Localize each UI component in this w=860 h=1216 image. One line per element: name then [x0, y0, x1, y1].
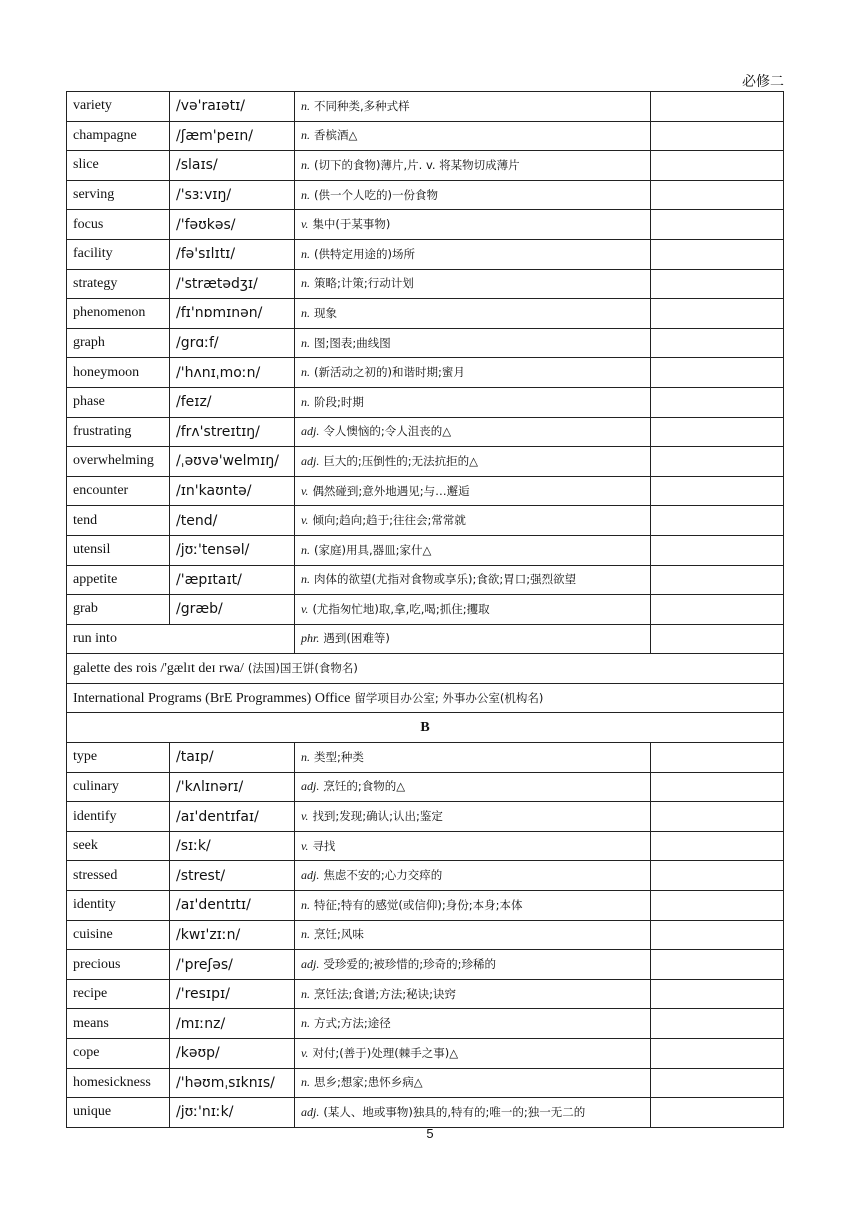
notes-cell	[651, 802, 784, 832]
notes-cell	[651, 299, 784, 329]
definition-text: 偶然碰到;意外地遇见;与…邂逅	[312, 483, 470, 498]
definition-cell	[295, 743, 651, 773]
word-cell: phenomenon	[67, 299, 170, 329]
vocab-row	[67, 831, 784, 861]
phonetic-cell: /tend/	[170, 506, 295, 536]
phonetic-cell: /fɪ'nɒmɪnən/	[170, 299, 295, 329]
word-cell: stressed	[67, 861, 170, 891]
word-cell: seek	[67, 831, 170, 861]
vocab-row	[67, 979, 784, 1009]
vocab-row	[67, 506, 784, 536]
definition-text: 焦虑不安的;心力交瘁的	[323, 868, 443, 883]
phrase-row	[67, 624, 784, 654]
part-of-speech: n.	[301, 246, 310, 261]
notes-cell	[651, 1039, 784, 1069]
part-of-speech: n.	[301, 572, 310, 587]
section-header-row	[67, 713, 784, 743]
vocab-row	[67, 861, 784, 891]
notes-cell	[651, 387, 784, 417]
definition-cell	[295, 831, 651, 861]
definition-cell	[295, 950, 651, 980]
definition-text: 烹饪的;食物的△	[323, 779, 406, 794]
word-cell: champagne	[67, 121, 170, 151]
notes-cell	[651, 624, 784, 654]
vocab-row	[67, 121, 784, 151]
phonetic-cell: /'kʌlɪnərɪ/	[170, 772, 295, 802]
vocab-row	[67, 1068, 784, 1098]
phonetic-cell: /grɑːf/	[170, 328, 295, 358]
vocab-row	[67, 535, 784, 565]
part-of-speech: n.	[301, 335, 310, 350]
definition-text: 方式;方法;途径	[314, 1016, 391, 1031]
notes-cell	[651, 151, 784, 181]
part-of-speech: n.	[301, 365, 310, 380]
part-of-speech: n.	[301, 1016, 310, 1031]
vocab-row	[67, 269, 784, 299]
definition-text: 寻找	[312, 838, 336, 853]
part-of-speech: n.	[301, 986, 310, 1001]
part-of-speech: n.	[301, 1075, 310, 1090]
definition-text: 对付;(善于)处理(棘手之事)△	[312, 1045, 459, 1060]
word-cell: identity	[67, 891, 170, 921]
word-cell: graph	[67, 328, 170, 358]
vocab-row	[67, 1039, 784, 1069]
phonetic-cell: /ɪn'kaʊntə/	[170, 476, 295, 506]
notes-cell	[651, 950, 784, 980]
definition-cell	[295, 1039, 651, 1069]
word-cell: tend	[67, 506, 170, 536]
vocab-row	[67, 476, 784, 506]
part-of-speech: adj.	[301, 957, 320, 972]
phonetic-cell: /kəʊp/	[170, 1039, 295, 1069]
word-cell: frustrating	[67, 417, 170, 447]
part-of-speech: n.	[301, 749, 310, 764]
notes-cell	[651, 831, 784, 861]
definition-cell	[295, 121, 651, 151]
vocab-row	[67, 299, 784, 329]
vocab-row	[67, 891, 784, 921]
vocab-row	[67, 210, 784, 240]
phonetic-cell: /'sɜːvɪŋ/	[170, 180, 295, 210]
notes-cell	[651, 1068, 784, 1098]
word-cell: grab	[67, 595, 170, 625]
definition-text: 特征;特有的感觉(或信仰);身份;本身;本体	[314, 897, 523, 912]
definition-text: 不同种类,多种式样	[314, 98, 410, 113]
definition-text: 巨大的;压倒性的;无法抗拒的△	[323, 453, 478, 468]
definition-text: 找到;发现;确认;认出;鉴定	[312, 809, 443, 824]
phonetic-cell: /'strætədʒɪ/	[170, 269, 295, 299]
vocab-row	[67, 950, 784, 980]
part-of-speech: n.	[301, 157, 310, 172]
part-of-speech: n.	[301, 305, 310, 320]
definition-text: 肉体的欲望(尤指对食物或享乐);食欲;胃口;强烈欲望	[314, 572, 577, 587]
part-of-speech: n.	[301, 276, 310, 291]
proper-noun-text: galette des rois /'gælɪt deɪ rwa/	[73, 661, 244, 677]
notes-cell	[651, 210, 784, 240]
definition-cell	[295, 1068, 651, 1098]
part-of-speech: phr.	[301, 631, 320, 646]
vocab-row	[67, 1009, 784, 1039]
definition-text: 策略;计策;行动计划	[314, 276, 414, 291]
part-of-speech: adj.	[301, 424, 320, 439]
part-of-speech: n.	[301, 927, 310, 942]
part-of-speech: n.	[301, 897, 310, 912]
definition-text: (家庭)用具,器皿;家什△	[314, 542, 432, 557]
phonetic-cell: /aɪ'dentɪtɪ/	[170, 891, 295, 921]
definition-cell	[295, 180, 651, 210]
definition-text: (新活动之初的)和谐时期;蜜月	[314, 365, 465, 380]
phonetic-cell: /aɪ'dentɪfaɪ/	[170, 802, 295, 832]
definition-cell	[295, 358, 651, 388]
vocab-row	[67, 1098, 784, 1128]
part-of-speech: v.	[301, 838, 309, 853]
vocab-row	[67, 239, 784, 269]
vocabulary-table	[66, 91, 784, 1128]
phonetic-cell: /və'raɪətɪ/	[170, 92, 295, 122]
word-cell: means	[67, 1009, 170, 1039]
definition-text: 香槟酒△	[314, 128, 358, 143]
notes-cell	[651, 328, 784, 358]
part-of-speech: n.	[301, 187, 310, 202]
word-cell: homesickness	[67, 1068, 170, 1098]
definition-cell	[295, 1009, 651, 1039]
definition-text: 图;图表;曲线图	[314, 335, 391, 350]
notes-cell	[651, 595, 784, 625]
definition-text: (切下的食物)薄片,片. v. 将某物切成薄片	[314, 157, 520, 172]
vocab-row	[67, 328, 784, 358]
phonetic-cell: /taɪp/	[170, 743, 295, 773]
phonetic-cell: /'preʃəs/	[170, 950, 295, 980]
phonetic-cell: /fə'sɪlɪtɪ/	[170, 239, 295, 269]
definition-text: 烹饪法;食谱;方法;秘诀;诀窍	[314, 986, 456, 1001]
phonetic-cell: /græb/	[170, 595, 295, 625]
definition-cell	[295, 1098, 651, 1128]
notes-cell	[651, 506, 784, 536]
phonetic-cell: /'hʌnɪˌmoːn/	[170, 358, 295, 388]
definition-cell	[295, 417, 651, 447]
word-cell: cope	[67, 1039, 170, 1069]
notes-cell	[651, 269, 784, 299]
word-cell: slice	[67, 151, 170, 181]
definition-cell	[295, 151, 651, 181]
notes-cell	[651, 979, 784, 1009]
vocab-row	[67, 743, 784, 773]
vocab-row	[67, 417, 784, 447]
definition-cell	[295, 565, 651, 595]
notes-cell	[651, 861, 784, 891]
part-of-speech: adj.	[301, 1104, 320, 1119]
definition-cell	[295, 299, 651, 329]
part-of-speech: v.	[301, 513, 309, 528]
vocab-row	[67, 358, 784, 388]
definition-text: (某人、地或事物)独具的,特有的;唯一的;独一无二的	[323, 1104, 586, 1119]
proper-noun-row	[67, 654, 784, 684]
notes-cell	[651, 891, 784, 921]
definition-text: 现象	[314, 305, 337, 320]
definition-text: (供一个人吃的)一份食物	[314, 187, 438, 202]
notes-cell	[651, 1098, 784, 1128]
notes-cell	[651, 239, 784, 269]
definition-text: 令人懊恼的;令人沮丧的△	[323, 424, 452, 439]
definition-cell	[295, 802, 651, 832]
phonetic-cell: /ˌəʊvə'welmɪŋ/	[170, 447, 295, 477]
definition-text: (尤指匆忙地)取,拿,吃,喝;抓住;攫取	[312, 601, 490, 616]
notes-cell	[651, 121, 784, 151]
definition-text: 倾向;趋向;趋于;往往会;常常就	[312, 513, 466, 528]
phonetic-cell: /jʊː'nɪːk/	[170, 1098, 295, 1128]
word-cell: cuisine	[67, 920, 170, 950]
definition-cell	[295, 861, 651, 891]
phonetic-cell: /'həʊmˌsɪknɪs/	[170, 1068, 295, 1098]
notes-cell	[651, 920, 784, 950]
part-of-speech: n.	[301, 394, 310, 409]
definition-cell	[295, 92, 651, 122]
definition-text: 受珍爱的;被珍惜的;珍奇的;珍稀的	[323, 957, 496, 972]
word-cell: precious	[67, 950, 170, 980]
vocab-row	[67, 151, 784, 181]
notes-cell	[651, 358, 784, 388]
part-of-speech: v.	[301, 1045, 309, 1060]
part-of-speech: adj.	[301, 868, 320, 883]
phonetic-cell: /strest/	[170, 861, 295, 891]
word-cell: utensil	[67, 535, 170, 565]
notes-cell	[651, 772, 784, 802]
notes-cell	[651, 565, 784, 595]
definition-text: 思乡;想家;患怀乡病△	[314, 1075, 423, 1090]
definition-cell	[295, 476, 651, 506]
definition-cell	[295, 210, 651, 240]
definition-cell	[295, 920, 651, 950]
phonetic-cell: /kwɪ'zɪːn/	[170, 920, 295, 950]
vocab-row	[67, 387, 784, 417]
word-cell: variety	[67, 92, 170, 122]
word-cell: facility	[67, 239, 170, 269]
word-cell: honeymoon	[67, 358, 170, 388]
vocab-row	[67, 447, 784, 477]
phonetic-cell: /mɪːnz/	[170, 1009, 295, 1039]
definition-text: (供特定用途的)场所	[314, 246, 415, 261]
definition-cell	[295, 624, 651, 654]
word-cell: unique	[67, 1098, 170, 1128]
word-cell: focus	[67, 210, 170, 240]
word-cell: overwhelming	[67, 447, 170, 477]
part-of-speech: n.	[301, 98, 310, 113]
word-cell: culinary	[67, 772, 170, 802]
vocab-row	[67, 565, 784, 595]
proper-noun-cell	[67, 654, 784, 684]
phonetic-cell: /ʃæm'peɪn/	[170, 121, 295, 151]
definition-text: 阶段;时期	[314, 394, 364, 409]
vocab-row	[67, 920, 784, 950]
notes-cell	[651, 447, 784, 477]
page-number: 5	[426, 1126, 434, 1141]
definition-cell	[295, 506, 651, 536]
notes-cell	[651, 92, 784, 122]
word-cell: identify	[67, 802, 170, 832]
definition-text: 烹饪;风味	[314, 927, 364, 942]
word-cell: phase	[67, 387, 170, 417]
phonetic-cell: /'resɪpɪ/	[170, 979, 295, 1009]
notes-cell	[651, 1009, 784, 1039]
part-of-speech: v.	[301, 483, 309, 498]
vocab-row	[67, 802, 784, 832]
definition-text: 遇到(困难等)	[323, 631, 390, 646]
definition-cell	[295, 387, 651, 417]
word-cell: type	[67, 743, 170, 773]
definition-text: 集中(于某事物)	[312, 217, 391, 232]
definition-cell	[295, 535, 651, 565]
definition-cell	[295, 979, 651, 1009]
vocab-row	[67, 92, 784, 122]
phrase-cell: run into	[67, 624, 295, 654]
part-of-speech: adj.	[301, 779, 320, 794]
notes-cell	[651, 476, 784, 506]
vocab-row	[67, 772, 784, 802]
course-label: 必修二	[742, 75, 784, 90]
definition-cell	[295, 328, 651, 358]
part-of-speech: n.	[301, 542, 310, 557]
definition-cell	[295, 269, 651, 299]
part-of-speech: n.	[301, 128, 310, 143]
notes-cell	[651, 180, 784, 210]
phonetic-cell: /frʌ'streɪtɪŋ/	[170, 417, 295, 447]
definition-cell	[295, 891, 651, 921]
proper-noun-text: International Programs (BrE Programmes) Office	[73, 690, 351, 706]
phonetic-cell: /feɪz/	[170, 387, 295, 417]
definition-text: 类型;种类	[314, 749, 364, 764]
vocab-row	[67, 180, 784, 210]
proper-noun-row	[67, 683, 784, 713]
phonetic-cell: /slaɪs/	[170, 151, 295, 181]
definition-cell	[295, 772, 651, 802]
phonetic-cell: /sɪːk/	[170, 831, 295, 861]
definition-cell	[295, 447, 651, 477]
notes-cell	[651, 743, 784, 773]
word-cell: strategy	[67, 269, 170, 299]
notes-cell	[651, 417, 784, 447]
proper-noun-translation: (法国)国王饼(食物名)	[247, 661, 358, 676]
section-b-heading: B	[67, 713, 784, 743]
proper-noun-translation: 留学项目办公室; 外事办公室(机构名)	[354, 690, 544, 705]
phonetic-cell: /jʊː'tensəl/	[170, 535, 295, 565]
word-cell: appetite	[67, 565, 170, 595]
proper-noun-cell	[67, 683, 784, 713]
word-cell: encounter	[67, 476, 170, 506]
part-of-speech: v.	[301, 809, 309, 824]
definition-cell	[295, 239, 651, 269]
notes-cell	[651, 535, 784, 565]
vocab-row	[67, 595, 784, 625]
part-of-speech: v.	[301, 217, 309, 232]
definition-cell	[295, 595, 651, 625]
phonetic-cell: /'fəʊkəs/	[170, 210, 295, 240]
part-of-speech: v.	[301, 601, 309, 616]
word-cell: recipe	[67, 979, 170, 1009]
part-of-speech: adj.	[301, 453, 320, 468]
phonetic-cell: /'æpɪtaɪt/	[170, 565, 295, 595]
word-cell: serving	[67, 180, 170, 210]
